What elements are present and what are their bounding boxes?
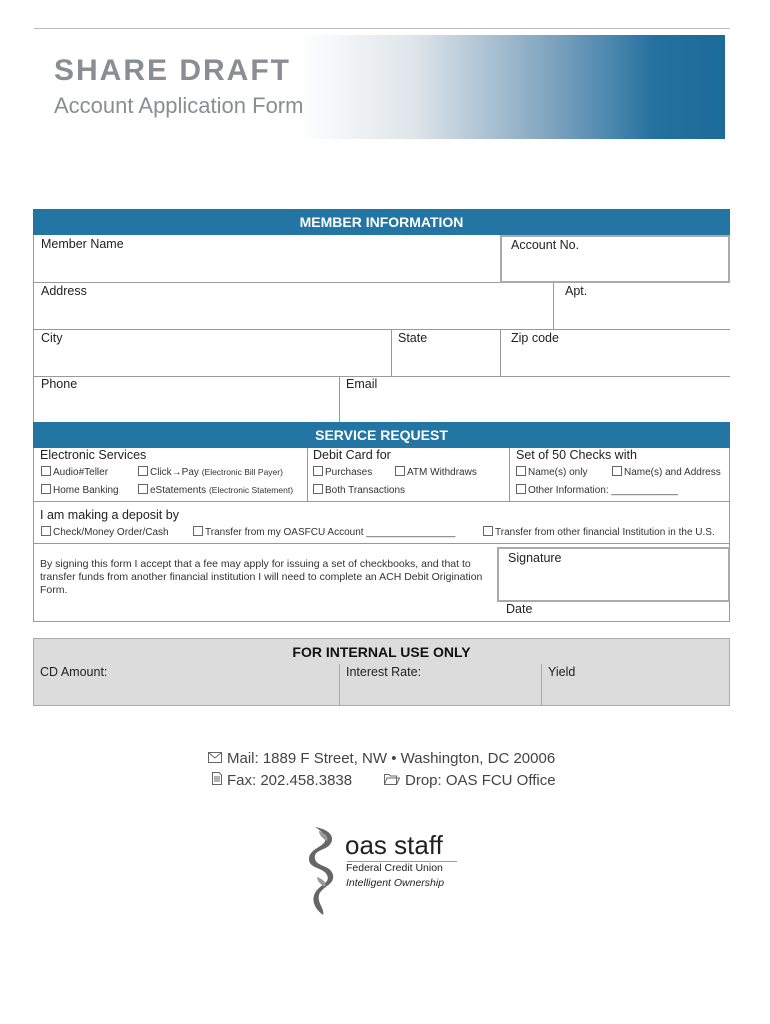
logo-name: oas staff [345, 830, 443, 860]
checkbox[interactable] [313, 466, 323, 476]
zip-label: Zip code [511, 331, 559, 345]
checkbox[interactable] [193, 526, 203, 536]
city-label: City [41, 331, 63, 345]
divider [339, 664, 340, 705]
checkbox[interactable] [612, 466, 622, 476]
apt-field[interactable] [553, 283, 730, 330]
divider [541, 664, 542, 705]
state-label: State [398, 331, 428, 345]
page-subtitle: Account Application Form [54, 93, 304, 118]
check-money-order-option[interactable]: Check/Money Order/Cash [41, 526, 169, 538]
electronic-services-label: Electronic Services [40, 448, 147, 462]
transfer-other-institution-option[interactable]: Transfer from other financial Institution in the U.S. [483, 526, 715, 538]
member-name-label: Member Name [41, 237, 124, 251]
service-request-heading: SERVICE REQUEST [33, 422, 730, 448]
envelope-icon [208, 752, 222, 763]
checkbox[interactable] [516, 466, 526, 476]
checkbox[interactable] [483, 526, 493, 536]
transfer-my-account-option[interactable]: Transfer from my OASFCU Account ________________ [193, 526, 455, 538]
document-icon [212, 772, 222, 785]
top-rule [34, 28, 730, 29]
checkbox[interactable] [41, 484, 51, 494]
phone-field[interactable] [33, 377, 339, 423]
drop-line: Drop: OAS FCU Office [384, 772, 556, 789]
address-label: Address [41, 284, 87, 298]
page-title: SHARE DRAFT [54, 54, 291, 87]
checks-label: Set of 50 Checks with [516, 448, 637, 462]
swirl-logo-icon [305, 825, 345, 917]
account-no-field[interactable] [500, 235, 730, 283]
zip-field[interactable] [500, 330, 730, 377]
home-banking-option[interactable]: Home Banking [41, 484, 119, 496]
yield-label: Yield [548, 665, 576, 679]
phone-label: Phone [41, 377, 78, 391]
apt-label: Apt. [565, 284, 588, 298]
email-field[interactable] [339, 377, 730, 423]
checkbox[interactable] [395, 466, 405, 476]
date-label: Date [506, 602, 533, 616]
signature-field[interactable] [497, 547, 730, 602]
checkbox[interactable] [313, 484, 323, 494]
logo-tagline: Intelligent Ownership [346, 877, 445, 889]
state-field[interactable] [391, 330, 500, 377]
mail-line: Mail: 1889 F Street, NW • Washington, DC 20006 [208, 750, 555, 767]
debit-card-label: Debit Card for [313, 448, 391, 462]
names-and-address-option[interactable]: Name(s) and Address [612, 466, 721, 478]
member-name-field[interactable] [33, 235, 500, 283]
interest-rate-label: Interest Rate: [346, 665, 422, 679]
purchases-option[interactable]: Purchases [313, 466, 372, 478]
names-only-option[interactable]: Name(s) only [516, 466, 587, 478]
checkbox[interactable] [138, 466, 148, 476]
checkbox[interactable] [516, 484, 526, 494]
other-information-option[interactable]: Other Information: ____________ [516, 484, 678, 496]
deposit-label: I am making a deposit by [40, 508, 179, 522]
address-field[interactable] [33, 283, 553, 330]
internal-use-heading: FOR INTERNAL USE ONLY [33, 638, 730, 665]
fee-disclaimer: By signing this form I accept that a fee may apply for issuing a set of checkbooks, and that to transfer funds from another financial institution I will need to complete an ACH Debit Origination Form. [40, 558, 483, 596]
checkbox[interactable] [41, 466, 51, 476]
account-no-label: Account No. [511, 238, 580, 252]
signature-label: Signature [508, 551, 562, 565]
logo-subtitle: Federal Credit Union [346, 862, 443, 874]
checkbox[interactable] [41, 526, 51, 536]
fax-line: Fax: 202.458.3838 [212, 772, 352, 789]
both-transactions-option[interactable]: Both Transactions [313, 484, 405, 496]
oas-staff-logo [305, 825, 465, 917]
cd-amount-label: CD Amount: [40, 665, 108, 679]
audio-teller-option[interactable]: Audio#Teller [41, 466, 108, 478]
email-label: Email [346, 377, 378, 391]
checkbox[interactable] [138, 484, 148, 494]
folder-icon [384, 773, 400, 785]
estatements-option[interactable]: eStatements (Electronic Statement) [138, 484, 293, 496]
member-info-heading: MEMBER INFORMATION [33, 209, 730, 235]
city-field[interactable] [33, 330, 391, 377]
atm-withdraws-option[interactable]: ATM Withdraws [395, 466, 477, 478]
click-pay-option[interactable]: Click→Pay (Electronic Bill Payer) [138, 466, 283, 478]
